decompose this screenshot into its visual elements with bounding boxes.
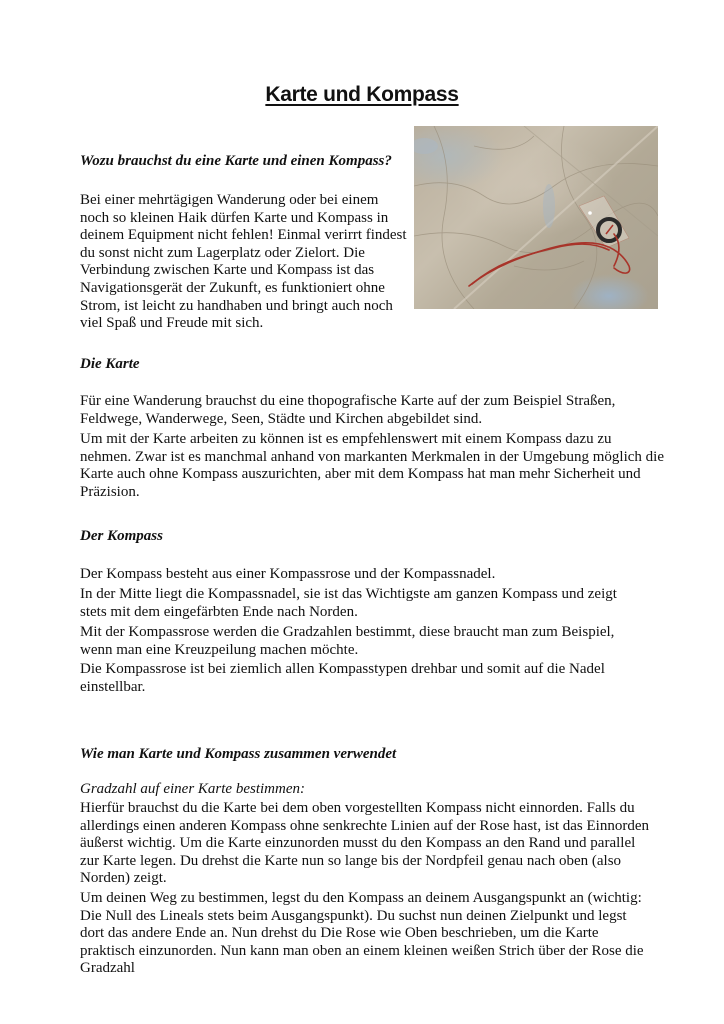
section-heading: Der Kompass [80, 528, 163, 544]
section-paragraph: Die Kompassrose ist bei ziemlich allen Kompasstypen drehbar und somit auf die Nadel einstellbar. [80, 661, 605, 695]
section-heading: Die Karte [80, 356, 140, 372]
section-paragraph: Hierfür brauchst du die Karte bei dem oben vorgestellten Kompass nicht einnorden. Falls du allerdings einen anderen Kompass ohne senkrechte Linien auf der Rose hast, ist das Einnorden äußerst wichtig. Um die Karte einzunorden musst du den Kompass an den Rand und parallel zur Karte legen. Du drehst die Karte nun so lange bis der Nordpfeil genau nach oben (also Norden) zeigt. [80, 800, 649, 887]
section-subheading: Gradzahl auf einer Karte bestimmen: [80, 781, 305, 797]
map-compass-photo [414, 126, 658, 309]
compass-icon [579, 196, 629, 248]
page-title: Karte und Kompass [265, 83, 459, 106]
section-paragraph: Um deinen Weg zu bestimmen, legst du den Kompass an deinem Ausgangspunkt an (wichtig: Die Null des Lineals stets beim Ausgangspunkt). Du suchst nun deinen Zielpunkt und legst dort das andere Ende an. Nun drehst du Die Rose wie Oben beschrieben, um die Karte praktisch einzunorden. Nun kann man oben an einem kleinen weißen Strich über der Rose die Gradzahl [80, 890, 644, 977]
section-paragraph: In der Mitte liegt die Kompassnadel, sie ist das Wichtigste am ganzen Kompass und zeigt stets mit dem eingefärbten Ende nach Norden. [80, 586, 617, 620]
map-compass-illustration [414, 126, 658, 309]
section-paragraph: Der Kompass besteht aus einer Kompassrose und der Kompassnadel. [80, 566, 496, 582]
section-paragraph: Für eine Wanderung brauchst du eine thopografische Karte auf der zum Beispiel Straßen, Feldwege, Wanderwege, Seen, Städte und Kirchen abgebildet sind. [80, 393, 616, 427]
section-paragraph: Bei einer mehrtägigen Wanderung oder bei einem noch so kleinen Haik dürfen Karte und Kompass in deinem Equipment nicht fehlen! Einmal verirrt findest du sonst nicht zum Lagerplatz oder Zielort. Die Verbindung zwischen Karte und Kompass ist das Navigationsgerät der Zukunft, es funktioniert ohne Strom, ist leicht zu handhaben und bringt auch noch viel Spaß und Freude mit sich. [80, 192, 407, 332]
section-paragraph: Um mit der Karte arbeiten zu können ist es empfehlenswert mit einem Kompass dazu zu nehmen. Zwar ist es manchmal anhand von markanten Merkmalen in der Umgebung möglich die Karte auch ohne Kompass auszurichten, aber mit dem Kompass hat man mehr Sicherheit und Präzision. [80, 431, 664, 500]
section-heading: Wie man Karte und Kompass zusammen verwendet [80, 746, 397, 762]
section-paragraph: Mit der Kompassrose werden die Gradzahlen bestimmt, diese braucht man zum Beispiel, wenn man eine Kreuzpeilung machen möchte. [80, 624, 615, 658]
section-heading: Wozu brauchst du eine Karte und einen Kompass? [80, 153, 392, 169]
